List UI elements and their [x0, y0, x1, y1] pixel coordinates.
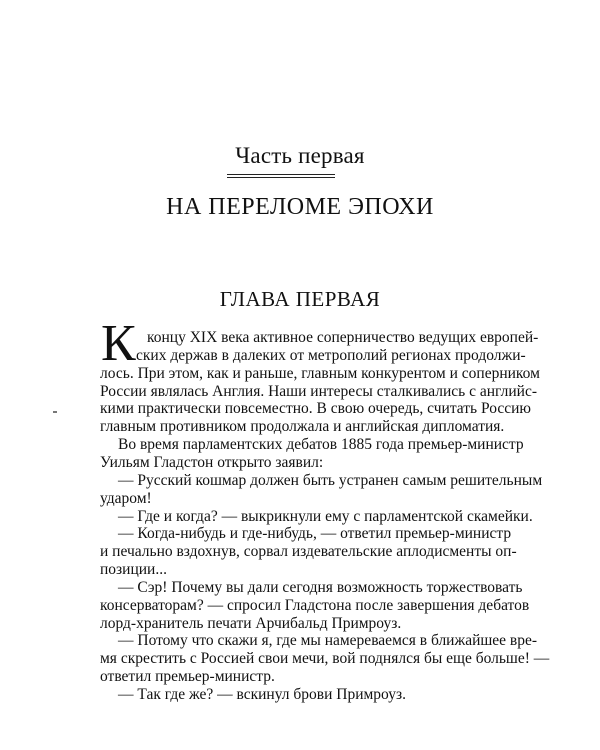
margin-mark	[53, 411, 57, 413]
drop-cap-letter: К	[101, 315, 136, 372]
part-title: Часть первая	[235, 143, 365, 168]
chapter-title: ГЛАВА ПЕРВАЯ	[219, 287, 381, 311]
body-line: Уильям Гладстон открыто заявил:	[100, 454, 324, 471]
body-line: — Сэр! Почему вы дали сегодня возможность торжествовать	[118, 579, 523, 596]
body-line: России являлась Англия. Наши интересы сталкивались с английс-	[100, 383, 537, 400]
book-section-title: НА ПЕРЕЛОМЕ ЭПОХИ	[166, 194, 434, 220]
body-line: — Когда-нибудь и где-нибудь, — ответил премьер-министр	[118, 525, 512, 542]
body-line: и печально вздохнув, сорвал издевательские аплодисменты оп-	[100, 543, 517, 560]
body-line: Во время парламентских дебатов 1885 года премьер-министр	[118, 436, 524, 453]
body-line: лорд-хранитель печати Арчибальд Примроуз.	[100, 615, 402, 632]
body-line: главным противником продолжала и английская дипломатия.	[100, 418, 505, 435]
body-line: консерваторам? — спросил Гладстона после завершения дебатов	[100, 597, 530, 614]
body-line: позиции...	[100, 561, 167, 578]
body-line: ударом!	[100, 490, 152, 507]
body-line: кими практически повсеместно. В свою очередь, считать Россию	[100, 400, 531, 417]
body-line: — Где и когда? — выкрикнули ему с парламентской скамейки.	[118, 508, 533, 525]
body-line: — Русский кошмар должен быть устранен самым решительным	[118, 472, 543, 489]
body-line: концу XIX века активное соперничество ведущих европей-	[147, 329, 539, 346]
body-line: лось. При этом, как и раньше, главным конкурентом и соперником	[100, 365, 540, 382]
title-underline-rule	[227, 174, 335, 175]
title-underline-rule-second	[227, 177, 335, 178]
body-line: ответил премьер-министр.	[100, 668, 275, 685]
body-line: — Потому что скажи я, где мы намереваемся в ближайшее вре-	[118, 632, 538, 649]
body-line: ских держав в далеких от метрополий регионах продолжи-	[136, 347, 526, 364]
body-line: — Так где же? — вскинул брови Примроуз.	[118, 686, 406, 703]
body-line: мя скрестить с Россией свои мечи, вой поднялся бы еще больше! —	[100, 650, 550, 667]
